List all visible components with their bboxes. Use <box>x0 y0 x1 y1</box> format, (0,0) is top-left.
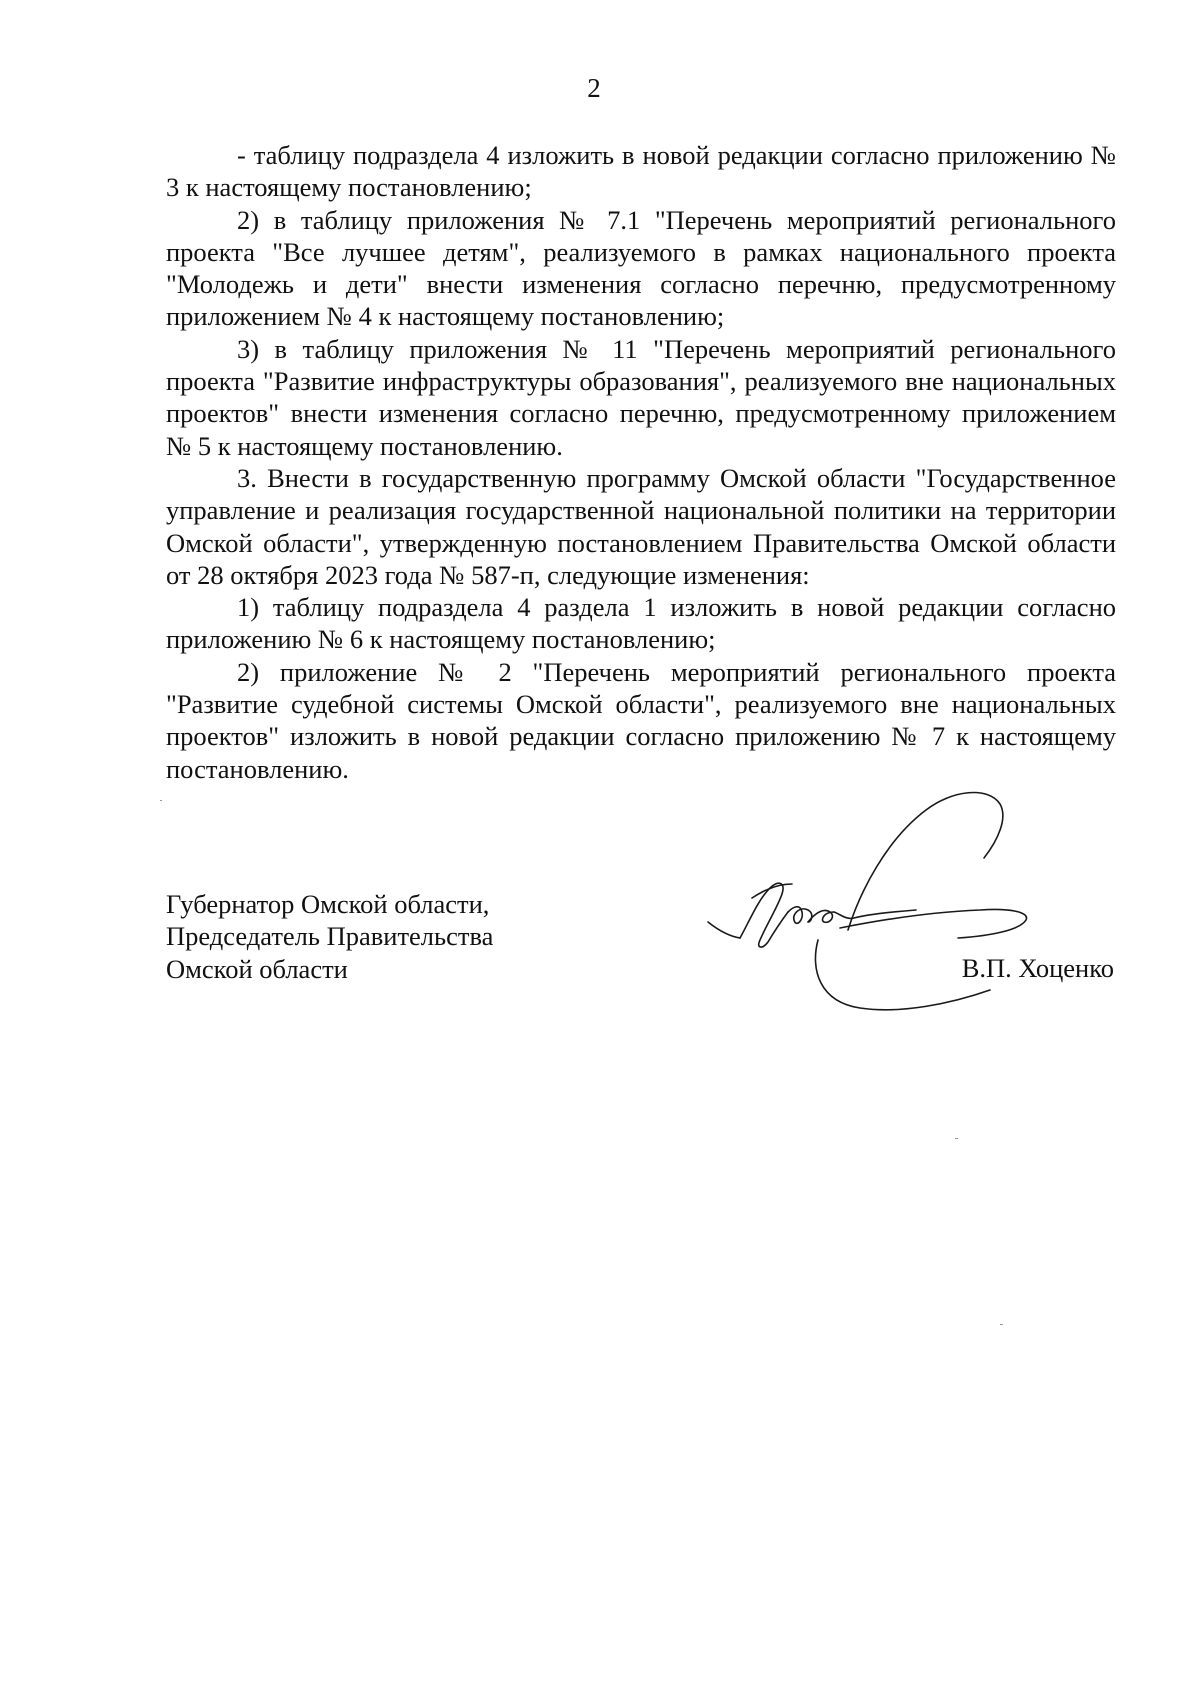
signatory-title-line: Губернатор Омской области, <box>166 889 490 919</box>
paragraph-item-3-appendix-11: 3) в таблицу приложения № 11 "Перечень мероприятий регионального проекта "Развитие инфраструктуры образования", реализуемого вне национальных проектов" внести изменения согласно перечню, предусмотренному приложением № 5 к настоящему постановлению. <box>166 333 1116 461</box>
signatory-title-line: Председатель Правительства <box>166 921 494 952</box>
paragraph-item-2-appendix-2: 2) приложение № 2 "Перечень мероприятий регионального проекта "Развитие судебной системы Омской области", реализуемого вне национальных проектов" изложить в новой редакции согласно приложению № 7 к настоящему постановлению. <box>166 656 1116 784</box>
paragraph-section-3: 3. Внести в государственную программу Омской области "Государственное управление и реализация государственной национальной политики на территории Омской области", утвержденную постановлением Правительства Омской области от 28 октября 2023 года № 587-п, следующие изменения: <box>166 462 1116 590</box>
scan-speck <box>160 800 162 801</box>
document-body <box>166 139 1116 785</box>
paragraph-item-2-appendix-7-1: 2) в таблицу приложения № 7.1 "Перечень мероприятий регионального проекта "Все лучшее детям", реализуемого в рамках национального проекта "Молодежь и дети" внести изменения согласно перечню, предусмотренному приложением № 4 к настоящему постановлению; <box>166 204 1116 332</box>
signatory-title <box>166 888 493 985</box>
signatory-title-line: Омской области <box>166 953 348 984</box>
page-number: 2 <box>587 73 601 103</box>
signatory-name: В.П. Хоценко <box>961 953 1114 983</box>
scan-speck <box>955 1138 958 1139</box>
scan-speck <box>1000 1324 1003 1325</box>
paragraph-table-subsection-4: - таблицу подраздела 4 изложить в новой редакции согласно приложению № 3 к настоящему постановлению; <box>166 140 1116 203</box>
paragraph-item-1-subsection-4: 1) таблицу подраздела 4 раздела 1 изложить в новой редакции согласно приложению № 6 к настоящему постановлению; <box>166 592 1116 655</box>
